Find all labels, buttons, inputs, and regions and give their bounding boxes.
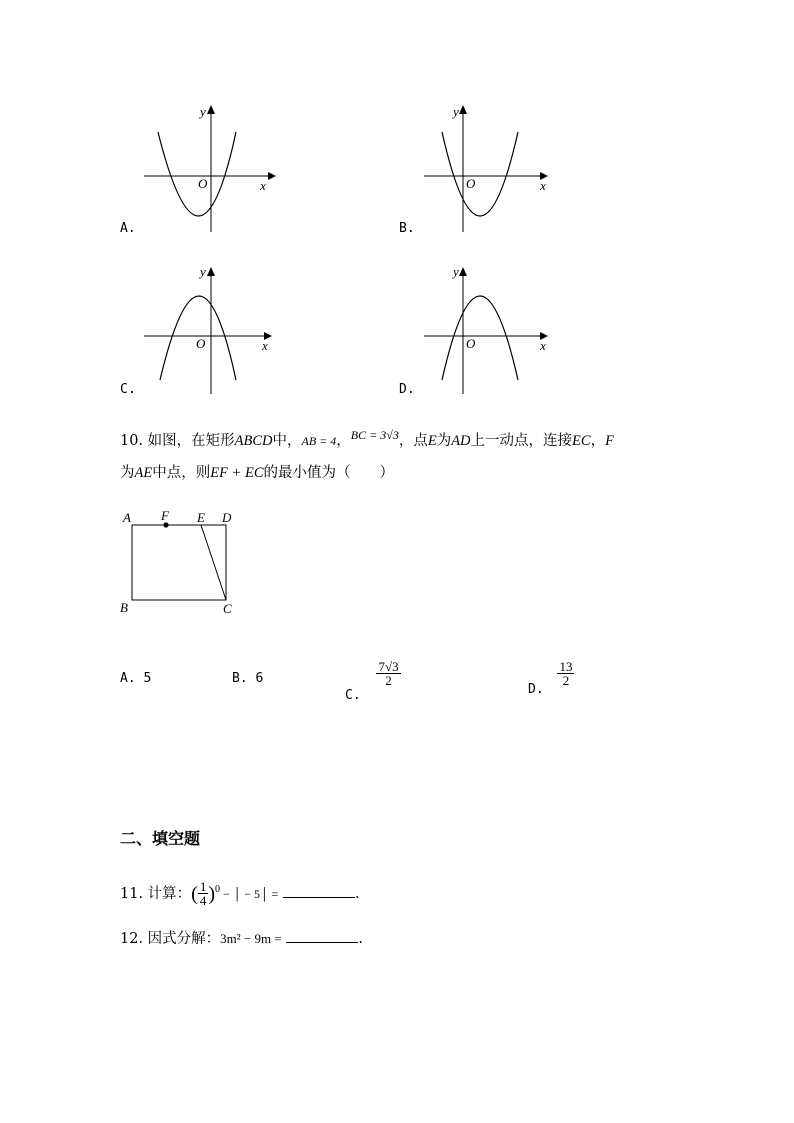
- point-e-label: E: [197, 510, 205, 525]
- svg-text:x: x: [262, 338, 268, 353]
- svg-text:y: y: [200, 264, 206, 279]
- svg-text:O: O: [196, 336, 206, 351]
- svg-text:y: y: [453, 264, 459, 279]
- q10-choice-b: B. 6: [232, 671, 264, 686]
- q10-choice-d: D. $\frac{13}{2}$: [528, 659, 573, 697]
- option-b-label: B.: [399, 221, 415, 236]
- section-title: 二、填空题: [120, 829, 201, 848]
- q12-line: 12. 因式分解：3m² − 9m = .: [120, 928, 363, 949]
- option-c-label: C.: [120, 382, 136, 397]
- q10-line1: 10. 如图，在矩形ABCD中，AB = 4，$^{BC = 3√3}$，点E为AD上一动点，连接EC，F: [120, 428, 614, 449]
- svg-text:O: O: [466, 176, 476, 191]
- q10-choice-a: A. 5: [120, 671, 152, 686]
- graph-option-d: [420, 262, 560, 402]
- rectangle-figure: [115, 505, 245, 620]
- point-a-label: A: [123, 510, 131, 525]
- graph-option-a: [140, 100, 280, 240]
- q10-line2: 为AE中点，则EF + EC的最小值为（ ）: [120, 465, 394, 481]
- answer-blank-11[interactable]: [283, 883, 355, 898]
- point-b-label: B: [120, 600, 128, 615]
- y-axis-label: y: [200, 104, 206, 119]
- answer-blank-12[interactable]: [286, 928, 358, 943]
- point-c-label: C: [223, 601, 232, 616]
- point-d-label: D: [222, 510, 232, 525]
- option-a-label: A.: [120, 221, 136, 236]
- x-axis-label: x: [260, 178, 266, 193]
- svg-text:x: x: [540, 178, 546, 193]
- graph-option-b: [420, 100, 560, 240]
- point-f-label: F: [161, 508, 169, 523]
- graph-option-c: [140, 262, 280, 402]
- q10-choice-c: C. $\frac{7√3}{2}$: [345, 659, 399, 703]
- svg-text:O: O: [466, 336, 476, 351]
- svg-text:y: y: [453, 104, 459, 119]
- option-d-label: D.: [399, 382, 415, 397]
- q11-line: 11. 计算：( $\frac{1}{4}$ )$^0$ − │ − 5│ = .: [120, 879, 360, 909]
- svg-text:x: x: [540, 338, 546, 353]
- origin-label: O: [198, 176, 208, 191]
